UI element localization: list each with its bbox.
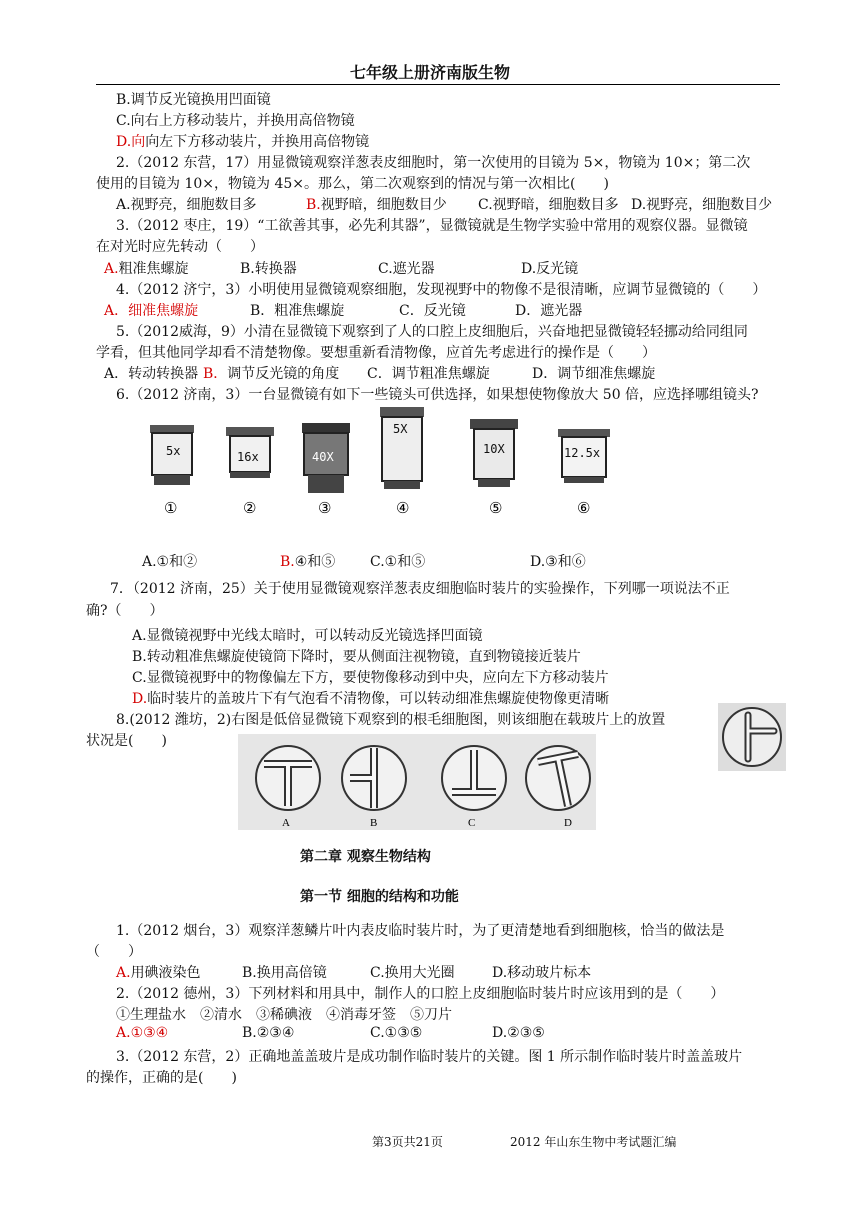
q5-option-d: D．调节细准焦螺旋	[532, 366, 656, 382]
lens-5-label: 10X	[483, 442, 505, 456]
q7-option-d-text: 临时装片的盖玻片下有气泡看不清物像，可以转动细准焦螺旋使物像更清晰	[147, 691, 610, 707]
q6-option-a: A.①和②	[142, 554, 198, 570]
q8-stem-2: 状况是( )	[86, 733, 167, 749]
lens-6-label: 12.5x	[564, 446, 601, 460]
q6-stem: 6.（2012 济南，3）一台显微镜有如下一些镜头可供选择，如果想使物像放大 50 倍，应选择哪组镜头?	[116, 387, 759, 403]
s1-option-a-text: 用碘液染色	[130, 965, 201, 981]
q2-option-a: A.视野亮，细胞数目多	[116, 197, 257, 213]
q7-option-c: C.显微镜视野中的物像偏左下方，要使物像移动到中央，应向左下方移动装片	[132, 670, 609, 686]
s2-option-b: B.②③④	[242, 1025, 295, 1041]
q3-option-a-text: 粗准焦螺旋	[118, 261, 189, 277]
answer-mark: B.	[280, 554, 295, 570]
header-rule	[96, 84, 780, 85]
lens-4-icon	[380, 407, 424, 517]
q1-option-c: C.向右上方移动装片，并换用高倍物镜	[116, 113, 355, 129]
lens-6-icon	[558, 429, 610, 517]
q5-option-b	[203, 363, 339, 383]
s2-stem: 2.（2012 德州，3）下列材料和用具中，制作人的口腔上皮细胞临时装片时应该用到的是（ ）	[116, 986, 725, 1002]
q3-option-a	[104, 258, 189, 278]
q2-option-c: C.视野暗，细胞数目多	[478, 197, 619, 213]
q3-option-d: D.反光镜	[521, 261, 579, 277]
s1-option-c: C.换用大光圈	[370, 965, 455, 981]
q2-option-b	[306, 194, 447, 214]
lens-4-label: 5X	[393, 422, 408, 436]
s1-stem-2: （ ）	[86, 944, 142, 960]
answer-mark: D.	[116, 134, 132, 150]
lens-3-label: 40X	[312, 450, 334, 464]
root-hair-reference-figure	[718, 703, 786, 771]
s3-stem-1: 3.（2012 东营，2）正确地盖盖玻片是成功制作临时装片的关键。图 1 所示制作临时装片时盖盖玻片	[116, 1049, 743, 1065]
lens-3-icon	[302, 423, 350, 517]
s2-option-c: C.①③⑤	[370, 1025, 423, 1041]
q3-option-b: B.转换器	[240, 261, 297, 277]
q2-option-b-text: 视野暗，细胞数目少	[320, 197, 447, 213]
section-title: 第一节 细胞的结构和功能	[300, 889, 459, 905]
q1-option-b: B.调节反光镜换用凹面镜	[116, 92, 271, 108]
s2-option-d: D.②③⑤	[492, 1025, 545, 1041]
s2-items: ①生理盐水 ②清水 ③稀碘液 ④消毒牙签 ⑤刀片	[116, 1007, 452, 1023]
s2-option-a-text: ①③④	[130, 1025, 169, 1041]
footer-source: 2012 年山东生物中考试题汇编	[510, 1135, 677, 1149]
q4-stem: 4.（2012 济宁，3）小明使用显微镜观察细胞，发现视野中的物像不是很清晰，应调节显微镜的（ ）	[116, 282, 767, 298]
q1-option-d-text: 向左下方移动装片，并换用高倍物镜	[145, 134, 370, 150]
q3-stem-2: 在对光时应先转动（ ）	[96, 239, 264, 255]
lens-2-label: 16x	[237, 450, 259, 464]
option-a-label: A	[282, 817, 290, 829]
s2-option-a	[116, 1025, 168, 1041]
q4-option-a: A．细准焦螺旋	[104, 303, 199, 319]
answer-mark: B．	[203, 366, 228, 382]
s1-option-b: B.换用高倍镜	[242, 965, 327, 981]
q5-option-b-text: 调节反光镜的角度	[227, 366, 340, 382]
lens-2-number: ②	[243, 499, 257, 517]
s1-option-a	[116, 962, 201, 982]
lens-3-number: ③	[318, 499, 332, 517]
q4-option-c: C．反光镜	[399, 303, 466, 319]
lens-1-number: ①	[164, 499, 178, 517]
q5-stem-1: 5.（2012威海，9）小清在显微镜下观察到了人的口腔上皮细胞后，兴奋地把显微镜轻轻挪动给同组同	[116, 324, 748, 340]
lens-4-number: ④	[396, 499, 410, 517]
q5-option-a: A．转动转换器	[104, 366, 199, 382]
lens-figure	[140, 395, 660, 520]
answer-mark-red-char: 向	[131, 134, 146, 150]
q2-stem-1: 2.（2012 东营，17）用显微镜观察洋葱表皮细胞时，第一次使用的目镜为 5×，物镜为 10×；第二次	[116, 155, 751, 171]
q4-option-d: D．遮光器	[515, 303, 583, 319]
q7-stem-1: 7．（2012 济南，25）关于使用显微镜观察洋葱表皮细胞临时装片的实验操作，下列哪一项说法不正	[110, 581, 730, 597]
option-b-label: B	[370, 817, 378, 829]
footer-page-number: 第3页共21页	[372, 1135, 443, 1149]
q7-option-a: A.显微镜视野中光线太暗时，可以转动反光镜选择凹面镜	[132, 628, 483, 644]
q2-option-d: D.视野亮，细胞数目少	[631, 197, 773, 213]
q6-option-b	[280, 551, 335, 571]
q8-stem-1: 8.(2012 潍坊，2)右图是低倍显微镜下观察到的根毛细胞图，则该细胞在载玻片上的放置	[116, 712, 666, 728]
root-hair-options-figure	[238, 734, 596, 830]
q7-stem-2: 确?（ ）	[86, 603, 164, 619]
s1-option-d: D.移动玻片标本	[492, 965, 592, 981]
answer-mark: A.	[116, 1025, 131, 1041]
q6-option-d: D.③和⑥	[530, 554, 586, 570]
s1-stem-1: 1.（2012 烟台，3）观察洋葱鳞片叶内表皮临时装片时，为了更清楚地看到细胞核，恰当的做法是	[116, 923, 725, 939]
answer-mark: D.	[132, 691, 148, 707]
q4-option-b: B．粗准焦螺旋	[250, 303, 345, 319]
lens-2-icon	[226, 427, 274, 517]
answer-mark: B.	[306, 197, 321, 213]
s3-stem-2: 的操作，正确的是( )	[86, 1070, 237, 1086]
lens-1-icon	[150, 425, 194, 517]
q6-option-b-text: ④和⑤	[294, 554, 336, 570]
option-c-label: C	[468, 817, 476, 829]
q3-option-c: C.遮光器	[378, 261, 435, 277]
lens-5-icon	[470, 419, 518, 517]
q3-stem-1: 3.（2012 枣庄，19）“工欲善其事，必先利其器”，显微镜就是生物学实验中常用的观察仪器。显微镜	[116, 218, 748, 234]
chapter-title: 第二章 观察生物结构	[300, 849, 431, 865]
q7-option-d	[132, 688, 609, 708]
q1-option-d	[116, 131, 369, 151]
lens-5-number: ⑤	[489, 499, 503, 517]
q7-option-b: B.转动粗准焦螺旋使镜筒下降时，要从侧面注视物镜，直到物镜接近装片	[132, 649, 581, 665]
page-header-title: 七年级上册济南版生物	[349, 63, 510, 82]
lens-1-label: 5x	[166, 444, 181, 458]
q5-option-c: C．调节粗准焦螺旋	[367, 366, 490, 382]
lens-6-number: ⑥	[577, 499, 591, 517]
answer-mark: A.	[116, 965, 131, 981]
q6-option-c: C.①和⑤	[370, 554, 426, 570]
option-d-label: D	[564, 817, 572, 829]
answer-mark: A.	[104, 261, 119, 277]
q5-stem-2: 学看，但其他同学却看不清楚物像。要想重新看清物像，应首先考虑进行的操作是（ ）	[96, 345, 656, 361]
q2-stem-2: 使用的目镜为 10×，物镜为 45×。那么，第二次观察到的情况与第一次相比( )	[96, 176, 609, 192]
